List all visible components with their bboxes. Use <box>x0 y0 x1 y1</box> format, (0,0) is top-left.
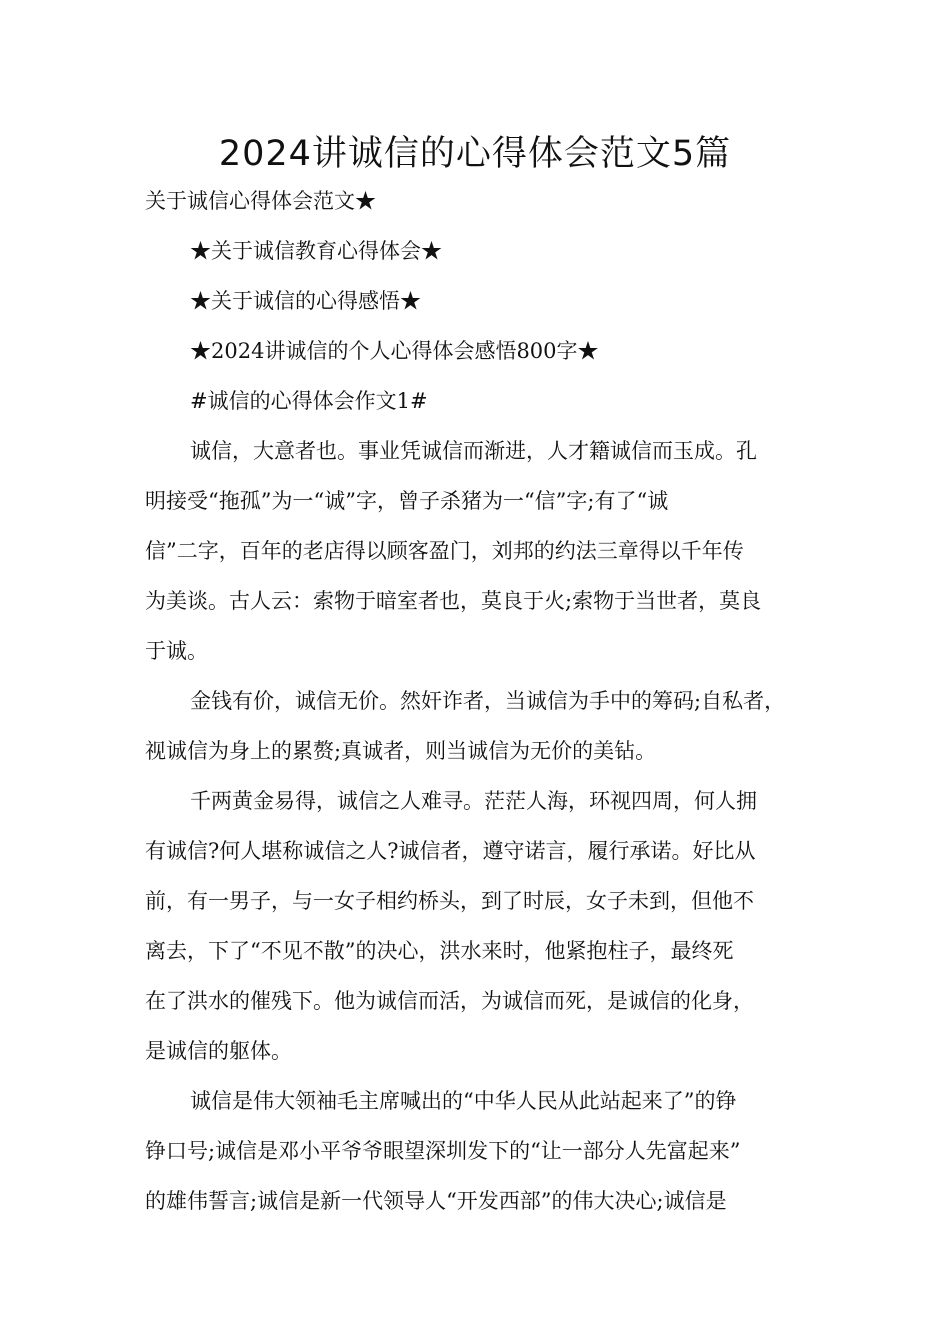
body-line: 铮口号;诚信是邓小平爷爷眼望深圳发下的“让一部分人先富起来” <box>145 1139 741 1163</box>
body-line: 明接受“拖孤”为一“诚”字，曾子杀猪为一“信”字;有了“诚 <box>145 489 669 513</box>
document-title: 2024讲诚信的心得体会范文5篇 <box>218 134 732 174</box>
body-line: 千两黄金易得，诚信之人难寻。茫茫人海，环视四周，何人拥 <box>190 789 757 813</box>
body-line: 在了洪水的催残下。他为诚信而活，为诚信而死，是诚信的化身， <box>145 989 754 1013</box>
body-line: 金钱有价，诚信无价。然奸诈者，当诚信为手中的筹码;自私者， <box>190 689 786 713</box>
body-line: 诚信，大意者也。事业凭诚信而渐进，人才籍诚信而玉成。孔 <box>190 439 757 463</box>
body-line: 为美谈。古人云：索物于暗室者也，莫良于火;索物于当世者，莫良 <box>145 589 762 613</box>
body-line: 离去，下了“不见不散”的决心，洪水来时，他紧抱柱子，最终死 <box>145 939 734 963</box>
body-line: 视诚信为身上的累赘;真诚者，则当诚信为无价的美钻。 <box>145 739 657 763</box>
body-line: 是诚信的躯体。 <box>145 1039 292 1063</box>
related-link-1: ★关于诚信教育心得体会★ <box>190 239 442 263</box>
body-line: 信”二字，百年的老店得以顾客盈门，刘邦的约法三章得以千年传 <box>145 539 744 563</box>
related-link-3: ★2024讲诚信的个人心得体会感悟800字★ <box>190 339 599 363</box>
section-heading: #诚信的心得体会作文1# <box>190 389 428 413</box>
body-line: 的雄伟誓言;诚信是新一代领导人“开发西部”的伟大决心;诚信是 <box>145 1189 727 1213</box>
body-line: 有诚信?何人堪称诚信之人?诚信者，遵守诺言，履行承诺。好比从 <box>145 839 756 863</box>
intro-line: 关于诚信心得体会范文★ <box>145 189 376 213</box>
related-link-2: ★关于诚信的心得感悟★ <box>190 289 421 313</box>
body-line: 于诚。 <box>145 639 208 663</box>
body-line: 诚信是伟大领袖毛主席喊出的“中华人民从此站起来了”的铮 <box>190 1089 737 1113</box>
body-line: 前，有一男子，与一女子相约桥头，到了时辰，女子未到，但他不 <box>145 889 754 913</box>
